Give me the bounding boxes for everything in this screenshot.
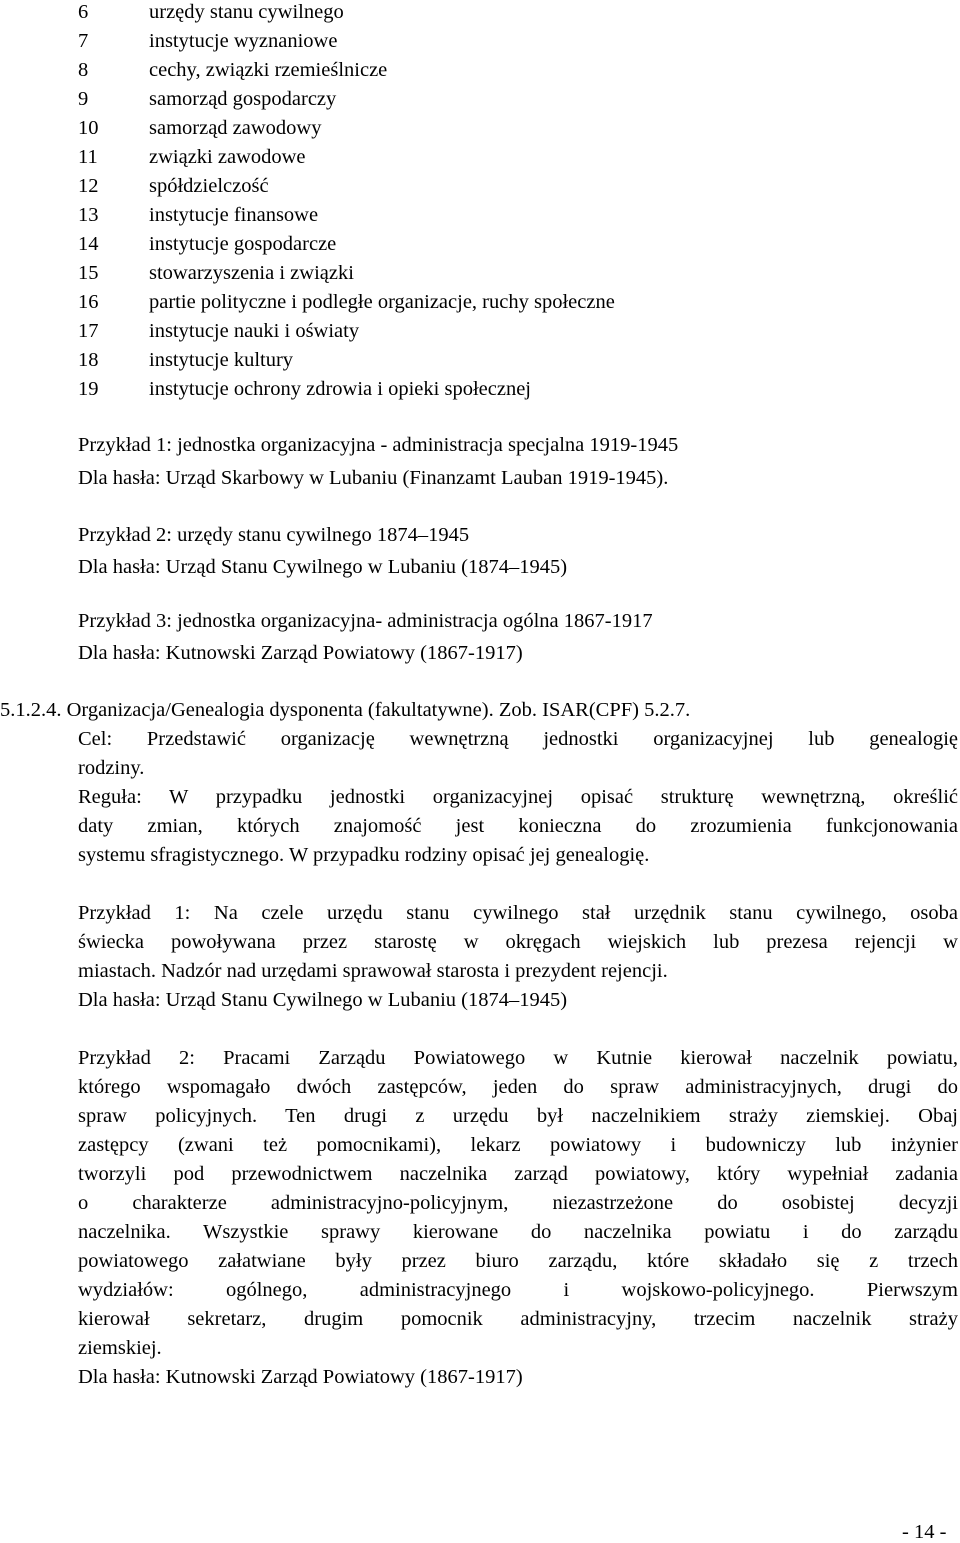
- example2-line: powiatowego załatwiane były przez biuro zarządu, które składało się z trzech: [78, 1250, 958, 1272]
- list-item-number: 19: [78, 378, 99, 400]
- example2-line: którego wspomagało dwóch zastępców, jeden do spraw administracyjnych, drugi do: [78, 1076, 958, 1098]
- list-item-text: instytucje finansowe: [149, 204, 319, 226]
- list-item-number: 10: [78, 117, 99, 139]
- list-item-number: 16: [78, 291, 99, 313]
- list-item-number: 9: [78, 88, 89, 110]
- page-number: - 14 -: [902, 1521, 947, 1543]
- list-item-text: związki zawodowe: [149, 146, 306, 168]
- example2-line: Dla hasła: Kutnowski Zarząd Powiatowy (1867-1917): [78, 1366, 523, 1388]
- example-line: Przykład 2: urzędy stanu cywilnego 1874–1945: [78, 524, 470, 546]
- list-item-text: instytucje wyznaniowe: [149, 30, 338, 52]
- list-item-text: stowarzyszenia i związki: [149, 262, 354, 284]
- list-item-number: 6: [78, 1, 89, 23]
- list-item-text: cechy, związki rzemieślnicze: [149, 59, 388, 81]
- section-heading: 5.1.2.4. Organizacja/Genealogia dysponenta (fakultatywne). Zob. ISAR(CPF) 5.2.7.: [0, 699, 691, 721]
- example1-line: Dla hasła: Urząd Stanu Cywilnego w Lubaniu (1874–1945): [78, 989, 568, 1011]
- list-item-number: 14: [78, 233, 99, 255]
- example1-line: Przykład 1: Na czele urzędu stanu cywilnego stał urzędnik stanu cywilnego, osoba: [78, 902, 958, 924]
- regula-line: daty zmian, których znajomość jest konieczna do zrozumienia funkcjonowania: [78, 815, 958, 837]
- example2-line: Przykład 2: Pracami Zarządu Powiatowego w Kutnie kierował naczelnik powiatu,: [78, 1047, 958, 1069]
- list-item-number: 7: [78, 30, 89, 52]
- regula-line: Reguła: W przypadku jednostki organizacyjnej opisać strukturę wewnętrzną, określić: [78, 786, 958, 808]
- example1-line: świecka powoływana przez starostę w okręgach wiejskich lub prezesa rejencji w: [78, 931, 958, 953]
- example1-line: miastach. Nadzór nad urzędami sprawował starosta i prezydent rejencji.: [78, 960, 668, 982]
- list-item-text: instytucje nauki i oświaty: [149, 320, 360, 342]
- regula-line: systemu sfragistycznego. W przypadku rodziny opisać jej genealogię.: [78, 844, 650, 866]
- list-item-number: 15: [78, 262, 99, 284]
- example2-line: o charakterze administracyjno-policyjnym, niezastrzeżone do osobistej decyzji: [78, 1192, 958, 1214]
- example-line: Dla hasła: Kutnowski Zarząd Powiatowy (1867-1917): [78, 642, 523, 664]
- example-line: Dla hasła: Urząd Skarbowy w Lubaniu (Finanzamt Lauban 1919-1945).: [78, 467, 669, 489]
- list-item-text: partie polityczne i podległe organizacje, ruchy społeczne: [149, 291, 615, 313]
- list-item-text: instytucje kultury: [149, 349, 294, 371]
- example2-line: naczelnika. Wszystkie sprawy kierowane do naczelnika powiatu i do zarządu: [78, 1221, 958, 1243]
- list-item-text: instytucje gospodarcze: [149, 233, 337, 255]
- example-line: Dla hasła: Urząd Stanu Cywilnego w Lubaniu (1874–1945): [78, 556, 568, 578]
- example2-line: zastępcy (zwani też pomocnikami), lekarz powiatowy i budowniczy lub inżynier: [78, 1134, 958, 1156]
- example2-line: spraw policyjnych. Ten drugi z urzędu był naczelnikiem straży ziemskiej. Obaj: [78, 1105, 958, 1127]
- example2-line: ziemskiej.: [78, 1337, 162, 1359]
- example2-line: wydziałów: ogólnego, administracyjnego i wojskowo-policyjnego. Pierwszym: [78, 1279, 958, 1301]
- list-item-number: 17: [78, 320, 99, 342]
- list-item-number: 11: [78, 146, 98, 168]
- list-item-number: 8: [78, 59, 89, 81]
- example2-line: tworzyli pod przewodnictwem naczelnika zarząd powiatowy, który wypełniał zadania: [78, 1163, 958, 1185]
- list-item-number: 18: [78, 349, 99, 371]
- list-item-text: urzędy stanu cywilnego: [149, 1, 344, 23]
- example-line: Przykład 3: jednostka organizacyjna- administracja ogólna 1867-1917: [78, 610, 653, 632]
- list-item-number: 12: [78, 175, 99, 197]
- example2-line: kierował sekretarz, drugim pomocnik administracyjny, trzecim naczelnik straży: [78, 1308, 958, 1330]
- cel-line: Cel: Przedstawić organizację wewnętrzną jednostki organizacyjnej lub genealogię: [78, 728, 958, 750]
- cel-line: rodziny.: [78, 757, 145, 779]
- list-item-text: instytucje ochrony zdrowia i opieki społecznej: [149, 378, 531, 400]
- list-item-number: 13: [78, 204, 99, 226]
- list-item-text: samorząd zawodowy: [149, 117, 322, 139]
- example-line: Przykład 1: jednostka organizacyjna - administracja specjalna 1919-1945: [78, 434, 679, 456]
- list-item-text: spółdzielczość: [149, 175, 269, 197]
- list-item-text: samorząd gospodarczy: [149, 88, 337, 110]
